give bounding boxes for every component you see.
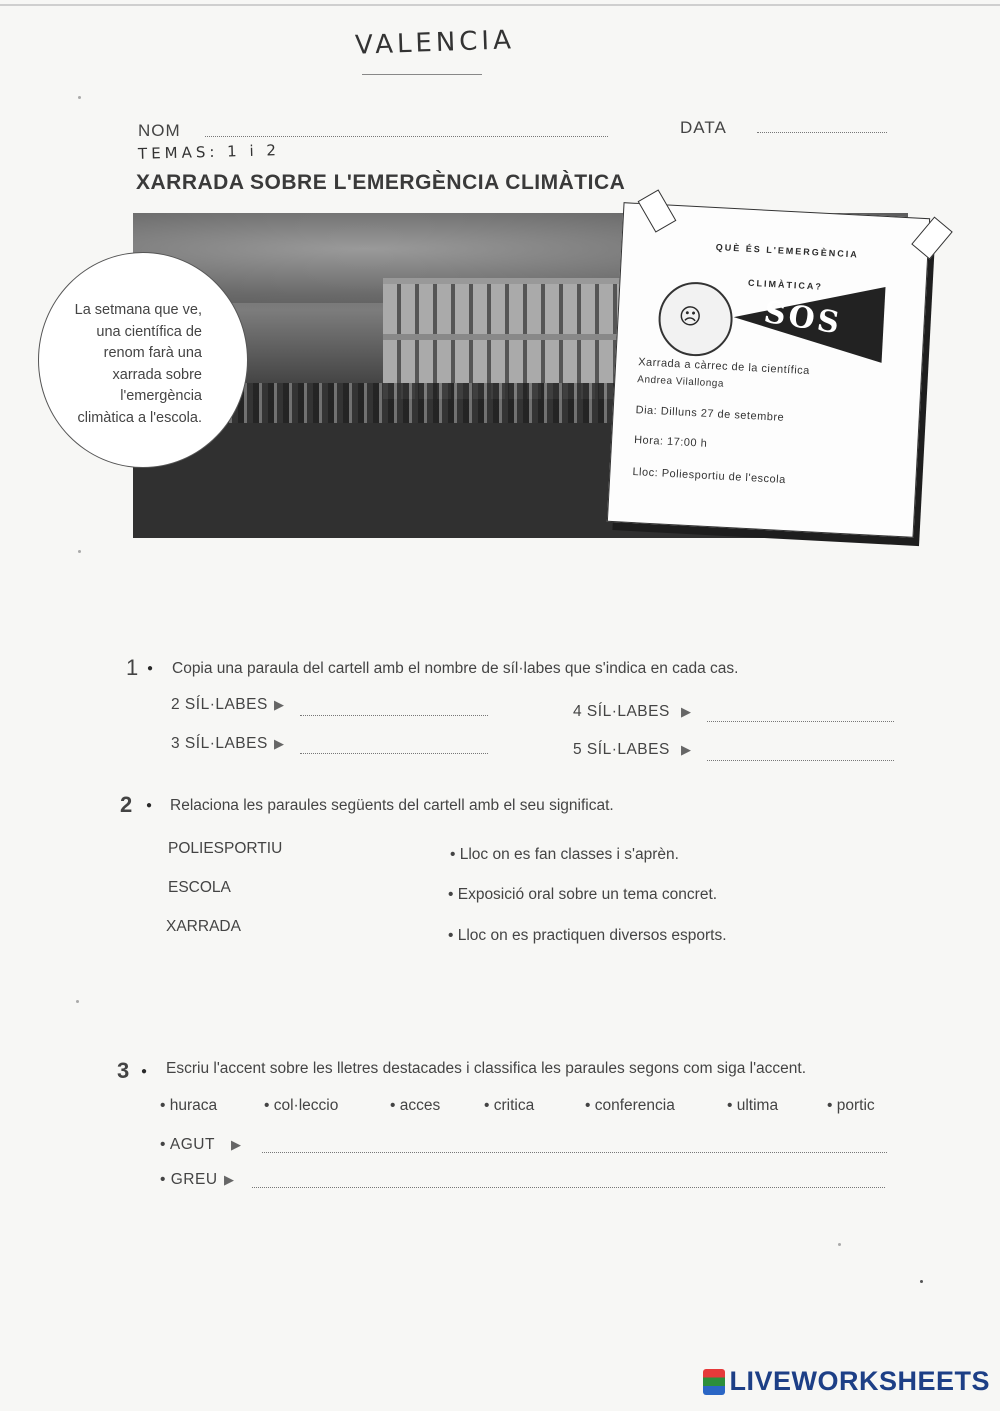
exercise-3-number: 3: [117, 1058, 130, 1083]
arrow-icon: ▶: [224, 1172, 234, 1187]
sos-text: SOS: [761, 294, 845, 342]
syllables-4-label: 4 SÍL·LABES: [573, 703, 670, 720]
exercise-3-instruction: Escriu l'accent sobre les lletres destacades i classifica les paraules segons com siga l'accent.: [166, 1060, 806, 1077]
syllables-4-answer[interactable]: [707, 721, 894, 722]
arrow-icon: ▶: [274, 736, 284, 751]
accent-word-7: • portic: [827, 1097, 875, 1114]
arrow-icon: ▶: [231, 1137, 241, 1152]
name-field[interactable]: [205, 136, 608, 137]
liveworksheets-logo: [703, 1366, 990, 1397]
bullet-dot: ●: [147, 663, 154, 674]
liveworksheets-badge-icon: [703, 1369, 725, 1395]
accent-word-3: • acces: [390, 1097, 441, 1114]
arrow-icon: ▶: [274, 697, 284, 712]
poster-line-speaker: Xarrada a càrrec de la científica: [637, 356, 811, 378]
match-meaning-3[interactable]: • Lloc on es practiquen diversos esports.: [448, 927, 727, 944]
event-poster: [607, 202, 930, 538]
syllables-5-label: 5 SÍL·LABES: [573, 741, 670, 758]
syllables-3-label: 3 SÍL·LABES: [171, 735, 268, 752]
poster-line-place: Lloc: Poliesportiu de l'escola: [632, 466, 787, 487]
syllables-2-label: 2 SÍL·LABES: [171, 696, 268, 713]
greu-label: • GREU: [160, 1171, 218, 1188]
arrow-icon: ▶: [681, 742, 691, 757]
date-field[interactable]: [757, 132, 887, 133]
accent-word-5: • conferencia: [585, 1097, 675, 1114]
scan-speck: [838, 1243, 841, 1246]
exercise-2-number: 2: [120, 792, 133, 817]
match-meaning-1[interactable]: • Lloc on es fan classes i s'aprèn.: [450, 846, 679, 863]
match-word-poliesportiu[interactable]: POLIESPORTIU: [168, 840, 283, 857]
match-word-escola[interactable]: ESCOLA: [168, 879, 231, 896]
scan-speck: [78, 550, 81, 553]
syllables-2-answer[interactable]: [300, 715, 488, 716]
agut-label: • AGUT: [160, 1136, 215, 1153]
scan-speck: [76, 1000, 79, 1003]
liveworksheets-brand: LIVEWORKSHEETS: [729, 1366, 990, 1396]
page-title: XARRADA SOBRE L'EMERGÈNCIA CLIMÀTICA: [136, 171, 626, 194]
exercise-1-number: 1: [126, 655, 139, 680]
accent-word-1: • huraca: [160, 1097, 218, 1114]
accent-word-4: • critica: [484, 1097, 535, 1114]
poster-line-time: Hora: 17:00 h: [633, 434, 708, 450]
poster-line-day: Dia: Dilluns 27 de setembre: [635, 404, 785, 424]
scan-edge-line: [0, 4, 1000, 6]
worried-face-icon: ☹: [678, 303, 703, 330]
exercise-1-instruction: Copia una paraula del cartell amb el nombre de síl·labes que s'indica en cada cas.: [172, 660, 739, 677]
agut-answer[interactable]: [262, 1152, 887, 1153]
bullet-dot: ●: [141, 1066, 148, 1077]
syllables-3-answer[interactable]: [300, 753, 488, 754]
poster-line-name: Andrea Vilallonga: [637, 374, 725, 390]
title-underline: [362, 74, 482, 75]
poster-title: QUÈ ÉS L'EMERGÈNCIA CLIMÀTICA?: [715, 242, 860, 292]
speech-bubble-text: La setmana que ve, una científica de renom farà una xarrada sobre l'emergència climàtica a l'escola.: [74, 302, 202, 426]
accent-word-2: • col·leccio: [264, 1097, 339, 1114]
match-meaning-2[interactable]: • Exposició oral sobre un tema concret.: [448, 886, 718, 903]
name-label: NOM: [138, 121, 181, 140]
syllables-5-answer[interactable]: [707, 760, 894, 761]
date-label: DATA: [680, 118, 727, 137]
greu-answer[interactable]: [252, 1187, 885, 1188]
scan-speck: [78, 96, 81, 99]
scan-speck: [920, 1280, 923, 1283]
exercise-2-instruction: Relaciona les paraules següents del cartell amb el seu significat.: [170, 797, 614, 814]
bullet-dot: ●: [146, 800, 153, 811]
handwritten-title: VALENCIA: [354, 25, 516, 61]
match-word-xarrada[interactable]: XARRADA: [166, 918, 241, 935]
handwritten-temas: TEMAS: 1 i 2: [137, 141, 281, 163]
accent-word-6: • ultima: [727, 1097, 779, 1114]
arrow-icon: ▶: [681, 704, 691, 719]
